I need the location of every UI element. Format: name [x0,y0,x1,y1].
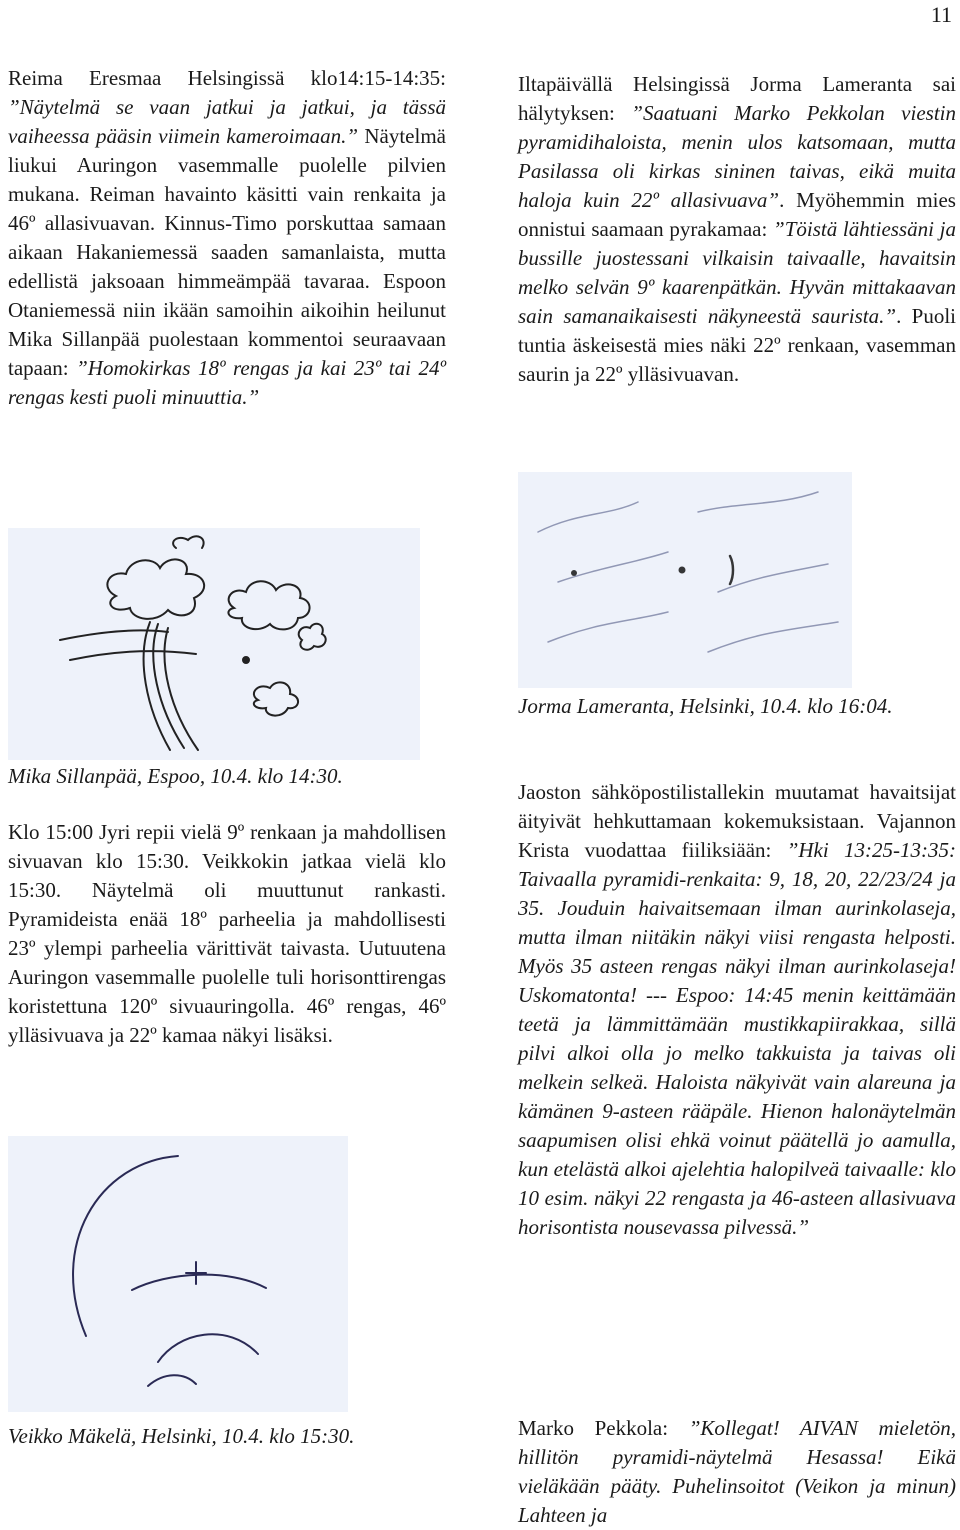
cloud-sketch-5 [173,536,204,548]
text-run: . Puoli tuntia äskeisestä mies näki 22º renkaan, vasemman saurin ja 22º ylläsivuavan. [518,304,956,386]
text-run: Klo 15:00 Jyri repii vielä 9º renkaan ja mahdollisen sivuavan klo 15:30. Veikkokin jatkaa vielä klo 15:30. Näytelmä oli muuttunut rankasti. Pyramideista enää 18º parheelia ja mahdollisesti 23º ylempi parheelia värittivät taivasta. Uutuutena Auringon vasemmalle puolelle tuli horisonttirengas koristettuna 120º sivuauringolla. 46º rengas, 46º ylläsivuava ja 22º kamaa näkyi lisäksi. [8,820,446,1047]
halo-arc-sketch [730,556,733,584]
text-run: ”Töistä lähtiessäni ja bussille juostessani vilkaisin taivaalle, havaitsin melko selvän 9º kaarenpätkän. Hyvän mittakaavan sain samanaikaisesti näkyneestä saurista.” [518,217,956,328]
cloud-sketch-1 [107,559,204,618]
paragraph-lameranta [518,70,956,389]
paragraph-eresmaa [8,64,446,412]
cirrus-streak [538,502,638,532]
caption-lameranta: Jorma Lameranta, Helsinki, 10.4. klo 16:04. [518,694,893,718]
cirrus-streak [548,612,668,642]
paragraph-klo-1500 [8,818,446,1050]
text-run: . Myöhemmin mies onnistui saamaan pyrakamaa: [518,188,956,241]
halo-22-upper-arc-sketch [132,1275,266,1290]
cirrus-streak [698,492,818,512]
text-run: ”Kollegat! AIVAN mieletön, hillitön pyramidi-näytelmä Hesassa! Eikä vieläkään pääty. Puhelinsoitot (Veikon ja minun) Lahteen ja [518,1416,956,1527]
cloud-sketch-2 [228,581,309,629]
text-run: Reima Eresmaa Helsingissä klo14:15-14:35: [8,66,446,90]
horizon-line-sketch-1 [70,651,196,660]
sundog-dot [571,570,577,576]
cirrus-streak [718,564,828,592]
sun-dot [679,567,686,574]
text-run: ”Homokirkas 18º rengas ja kai 23º tai 24º rengas kesti puoli minuuttia.” [8,356,446,409]
cloud-sketch-4 [254,682,298,715]
text-run: ”Saatuani Marko Pekkolan viestin pyramidihaloista, menin ulos katsomaan, mutta Pasilassa oli kirkas sininen taivas, eikä muita haloja kuin 22º allasivuava” [518,101,956,212]
halo-arc-lower-sketch [148,1375,196,1386]
text-run: ”Näytelmä se vaan jatkui ja jatkui, ja tässä vaiheessa pääsin viimein kameroimaan.” [8,95,446,148]
parhelic-arc-sketch [158,1334,258,1362]
cirrus-streak [708,622,838,652]
text-run: ”Hki 13:25-13:35: Taivaalla pyramidi-renkaita: 9, 18, 20, 22/23/24 ja 35. Jouduin haivaitsemaan ilman aurinkolaseja, mutta ilman niitäkin näkyi viisi rengasta helposti. Myös 35 asteen rengas näkyi ilman aurinkolaseja! Uskomatonta! --- Espoo: 14:45 menin keittämään teetä ja lämmittämään mustikkapiirakkaa, sillä pilvi alkoi olla jo melko takkuista ja taivas oli melkein selkeä. Haloista näkyivät vain alareuna ja kämänen 9-asteen rääpäle. Hienon halonäytelmän saapumisen olisi ehkä voinut päätellä jo aamulla, kun etelästä alkoi ajelehtia halopilveä taivaalle: klo 10 esim. näkyi 22 rengasta ja 46-asteen allasivuava horisontista nousevassa pilvessä.” [518,838,956,1239]
paragraph-jaosto [518,778,956,1242]
sketch-sillanpaa [8,528,420,760]
caption-makela: Veikko Mäkelä, Helsinki, 10.4. klo 15:30. [8,1424,355,1448]
text-run: Jaoston sähköpostilistallekin muutamat havaitsijat äityivät hehkuttamaan kokemuksistaan. Vajannon Krista vuodattaa fiiliksiään: [518,780,956,862]
text-run: Marko Pekkola: [518,1416,689,1440]
halo-arc-sketch-2 [165,628,198,750]
halo-46-arc-sketch [73,1156,178,1336]
page-number: 11 [930,2,952,27]
cirrus-streak [558,552,668,582]
cloud-sketch-3 [299,624,326,650]
caption-sillanpaa: Mika Sillanpää, Espoo, 10.4. klo 14:30. [8,764,343,788]
paragraph-pekkola [518,1414,956,1530]
text-run: Näytelmä liukui Auringon vasemmalle puolelle pilvien mukana. Reiman havainto käsitti vain renkaita ja 46º allasivuavan. Kinnus-Timo porskuttaa samaan aikaan Hakaniemessä saaden samanlaista, mutta edellistä jaksoaan himmeämpää tavaraa. Espoon Otaniemessä niin ikään samoihin aikoihin heilunut Mika Sillanpää puolestaan kommentoi seuraavaan tapaan: [8,124,446,380]
horizon-line-sketch-2 [60,630,168,640]
text-run: Iltapäivällä Helsingissä Jorma Lameranta sai hälytyksen: [518,72,956,125]
sketch-makela [8,1136,348,1412]
sun-dot [243,657,249,663]
sketch-lameranta [518,472,852,688]
